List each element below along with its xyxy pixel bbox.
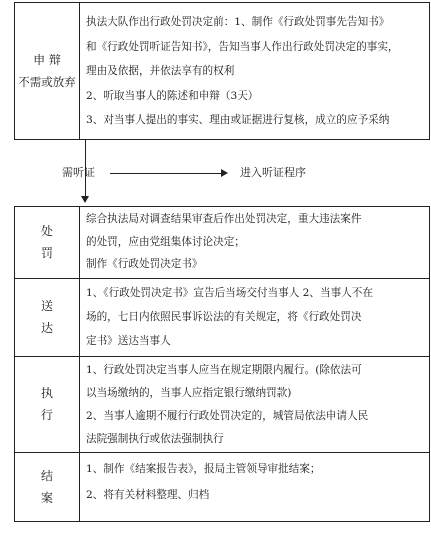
defense-label-line2: 不需或放弃	[18, 75, 76, 89]
execution-line-3: 2、当事人逾期不履行行政处罚决定的，城管局依法申请人民	[86, 410, 369, 422]
delivery-label-char1: 送	[40, 299, 53, 313]
penalty-label-char1: 处	[40, 224, 53, 238]
execution-content	[80, 359, 430, 452]
defense-line-3: 理由及依据，并依法享有的权利	[86, 65, 235, 77]
defense-label	[14, 2, 80, 140]
delivery-label-char2: 达	[40, 321, 53, 335]
closure-label-char1: 结	[40, 469, 53, 483]
execution-line-4: 法院强制执行或依法强制执行	[86, 433, 224, 445]
hearing-branch-label: 需听证	[62, 166, 95, 179]
execution-label	[14, 356, 80, 452]
execution-label-char2: 行	[40, 408, 53, 422]
execution-line-1: 1、行政处罚决定当事人应当在规定期限内履行。(除依法可	[86, 364, 362, 376]
hearing-branch-arrowhead	[221, 169, 228, 177]
delivery-content	[80, 281, 430, 356]
defense-line-5: 3、对当事人提出的事实、理由或证据进行复核，成立的应予采纳	[86, 114, 390, 126]
defense-line-2: 和《行政处罚听证告知书》，告知当事人作出行政处罚决定的事实，	[86, 40, 399, 53]
hearing-branch-line	[110, 173, 222, 174]
penalty-label-char2: 罚	[40, 246, 53, 260]
defense-content	[80, 10, 430, 138]
delivery-label	[14, 278, 80, 356]
penalty-line-3: 制作《行政处罚决定书》	[86, 258, 203, 270]
execution-label-char1: 执	[40, 386, 53, 400]
defense-label-line1: 申 辩	[33, 53, 61, 67]
execution-line-2: 以当场缴纳的，当事人应指定银行缴纳罚款)	[86, 387, 292, 399]
delivery-line-1: 1、《行政处罚决定书》宣告后当场交付当事人 2、当事人不在	[86, 287, 373, 299]
defense-line-1: 执法大队作出行政处罚决定前：1、制作《行政处罚事先告知书》	[86, 16, 390, 28]
penalty-label	[14, 206, 80, 278]
closure-line-2: 2、将有关材料整理、归档	[86, 489, 210, 501]
closure-content	[80, 456, 430, 522]
closure-label	[14, 452, 80, 522]
penalty-line-1: 综合执法局对调查结果审查后作出处罚决定，重大违法案件	[86, 213, 362, 225]
flow-down-arrowhead	[81, 196, 89, 203]
delivery-line-2: 场的，七日内依照民事诉讼法的有关规定，将《行政处罚决	[86, 311, 362, 323]
delivery-line-3: 定书》送达当事人	[86, 335, 171, 347]
closure-line-1: 1、制作《结案报告表》，报局主管领导审批结案；	[86, 463, 321, 475]
hearing-branch-target: 进入听证程序	[240, 166, 306, 179]
penalty-content	[80, 208, 430, 278]
closure-label-char2: 案	[40, 491, 53, 505]
defense-line-4: 2、听取当事人的陈述和申辩（3天）	[86, 89, 259, 102]
penalty-line-2: 的处罚，应由党组集体讨论决定；	[86, 235, 245, 248]
